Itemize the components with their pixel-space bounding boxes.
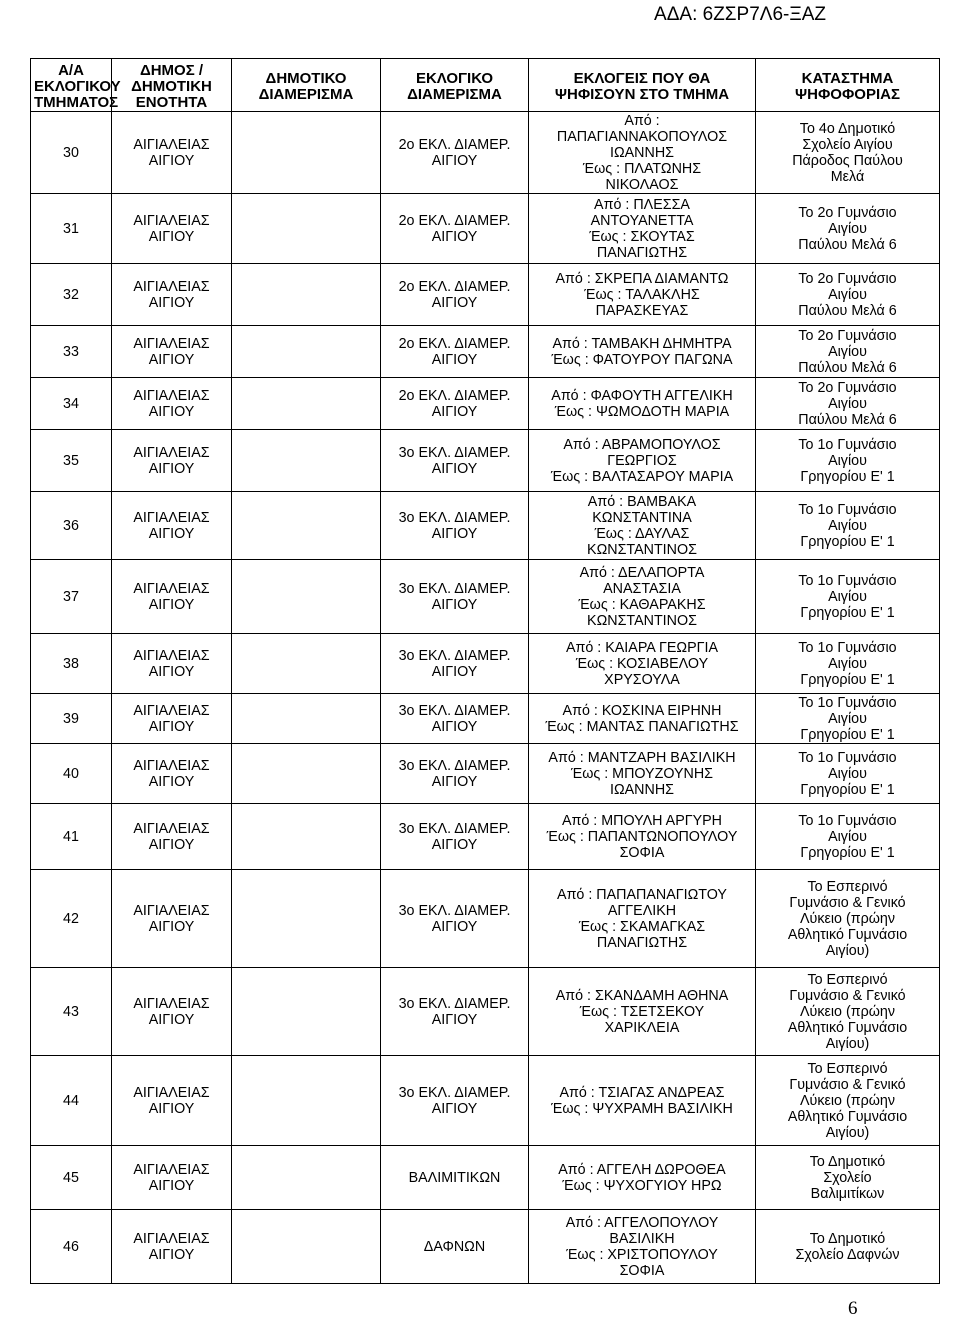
polling-stations-table (30, 58, 940, 1284)
municipal-district-cell (232, 804, 381, 870)
table-row (31, 804, 940, 870)
electoral-district-cell: 3ο ΕΚΛ. ΔΙΑΜΕΡ. ΑΙΓΙΟΥ (381, 634, 529, 694)
voters-range-cell: Από : ΒΑΜΒΑΚΑ ΚΩΝΣΤΑΝΤΙΝΑ Έως : ΔΑΥΛΑΣ ΚΩΝΣΤΑΝΤΙΝΟΣ (529, 492, 756, 560)
municipality-cell: ΑΙΓΙΑΛΕΙΑΣ ΑΙΓΙΟΥ (112, 870, 232, 968)
row-number-cell: 32 (31, 264, 112, 326)
electoral-district-cell: 3ο ΕΚΛ. ΔΙΑΜΕΡ. ΑΙΓΙΟΥ (381, 430, 529, 492)
municipal-district-cell (232, 492, 381, 560)
table-row (31, 1056, 940, 1146)
page-number: 6 (848, 1298, 858, 1319)
voters-range-cell: Από : ΦΑΦΟΥΤΗ ΑΓΓΕΛΙΚΗ Έως : ΨΩΜΟΔΟΤΗ ΜΑΡΙΑ (529, 378, 756, 430)
municipality-cell: ΑΙΓΙΑΛΕΙΑΣ ΑΙΓΙΟΥ (112, 804, 232, 870)
voters-range-cell: Από : ΣΚΡΕΠΑ ΔΙΑΜΑΝΤΩ Έως : ΤΑΛΑΚΛΗΣ ΠΑΡΑΣΚΕΥΑΣ (529, 264, 756, 326)
municipality-cell: ΑΙΓΙΑΛΕΙΑΣ ΑΙΓΙΟΥ (112, 430, 232, 492)
voters-range-cell: Από : ΜΠΟΥΛΗ ΑΡΓΥΡΗ Έως : ΠΑΠΑΝΤΩΝΟΠΟΥΛΟΥ ΣΟΦΙΑ (529, 804, 756, 870)
electoral-district-cell: 2ο ΕΚΛ. ΔΙΑΜΕΡ. ΑΙΓΙΟΥ (381, 194, 529, 264)
municipal-district-cell (232, 430, 381, 492)
header-dimos: ΔΗΜΟΣ / ΔΗΜΟΤΙΚΗ ΕΝΟΤΗΤΑ (112, 59, 232, 112)
table-row (31, 968, 940, 1056)
electoral-district-cell: 2ο ΕΚΛ. ΔΙΑΜΕΡ. ΑΙΓΙΟΥ (381, 264, 529, 326)
polling-station-cell: Το 1ο Γυμνάσιο Αιγίου Γρηγορίου Ε' 1 (756, 560, 940, 634)
electoral-district-cell: 3ο ΕΚΛ. ΔΙΑΜΕΡ. ΑΙΓΙΟΥ (381, 968, 529, 1056)
table-row (31, 112, 940, 194)
electoral-district-cell: ΒΑΛΙΜΙΤΙΚΩΝ (381, 1146, 529, 1210)
table-row (31, 634, 940, 694)
row-number-cell: 44 (31, 1056, 112, 1146)
polling-station-cell: Το Εσπερινό Γυμνάσιο & Γενικό Λύκειο (πρώην Αθλητικό Γυμνάσιο Αιγίου) (756, 968, 940, 1056)
row-number-cell: 31 (31, 194, 112, 264)
table-header-row (31, 59, 940, 112)
municipal-district-cell (232, 326, 381, 378)
row-number-cell: 43 (31, 968, 112, 1056)
voters-range-cell: Από : ΚΟΣΚΙΝΑ ΕΙΡΗΝΗ Έως : ΜΑΝΤΑΣ ΠΑΝΑΓΙΩΤΗΣ (529, 694, 756, 744)
table-body (31, 112, 940, 1284)
row-number-cell: 36 (31, 492, 112, 560)
row-number-cell: 33 (31, 326, 112, 378)
municipality-cell: ΑΙΓΙΑΛΕΙΑΣ ΑΙΓΙΟΥ (112, 264, 232, 326)
header-eklogiko: ΕΚΛΟΓΙΚΟ ΔΙΑΜΕΡΙΣΜΑ (381, 59, 529, 112)
polling-station-cell: Το 1ο Γυμνάσιο Αιγίου Γρηγορίου Ε' 1 (756, 744, 940, 804)
row-number-cell: 39 (31, 694, 112, 744)
polling-station-cell: Το 2ο Γυμνάσιο Αιγίου Παύλου Μελά 6 (756, 264, 940, 326)
table-row (31, 560, 940, 634)
municipality-cell: ΑΙΓΙΑΛΕΙΑΣ ΑΙΓΙΟΥ (112, 326, 232, 378)
row-number-cell: 41 (31, 804, 112, 870)
municipality-cell: ΑΙΓΙΑΛΕΙΑΣ ΑΙΓΙΟΥ (112, 492, 232, 560)
table-row (31, 694, 940, 744)
voters-range-cell: Από : ΤΣΙΑΓΑΣ ΑΝΔΡΕΑΣ Έως : ΨΥΧΡΑΜΗ ΒΑΣΙΛΙΚΗ (529, 1056, 756, 1146)
municipality-cell: ΑΙΓΙΑΛΕΙΑΣ ΑΙΓΙΟΥ (112, 560, 232, 634)
municipality-cell: ΑΙΓΙΑΛΕΙΑΣ ΑΙΓΙΟΥ (112, 744, 232, 804)
polling-station-cell: Το 2ο Γυμνάσιο Αιγίου Παύλου Μελά 6 (756, 378, 940, 430)
municipality-cell: ΑΙΓΙΑΛΕΙΑΣ ΑΙΓΙΟΥ (112, 1210, 232, 1284)
municipal-district-cell (232, 194, 381, 264)
table-row (31, 326, 940, 378)
municipal-district-cell (232, 378, 381, 430)
municipality-cell: ΑΙΓΙΑΛΕΙΑΣ ΑΙΓΙΟΥ (112, 194, 232, 264)
table-row (31, 1146, 940, 1210)
row-number-cell: 38 (31, 634, 112, 694)
voters-range-cell: Από : ΠΑΠΑΠΑΝΑΓΙΩΤΟΥ ΑΓΓΕΛΙΚΗ Έως : ΣΚΑΜΑΓΚΑΣ ΠΑΝΑΓΙΩΤΗΣ (529, 870, 756, 968)
voters-range-cell: Από : ΠΑΠΑΓΙΑΝΝΑΚΟΠΟΥΛΟΣ ΙΩΑΝΝΗΣ Έως : ΠΛΑΤΩΝΗΣ ΝΙΚΟΛΑΟΣ (529, 112, 756, 194)
polling-station-cell: Το Εσπερινό Γυμνάσιο & Γενικό Λύκειο (πρώην Αθλητικό Γυμνάσιο Αιγίου) (756, 1056, 940, 1146)
municipality-cell: ΑΙΓΙΑΛΕΙΑΣ ΑΙΓΙΟΥ (112, 968, 232, 1056)
voters-range-cell: Από : ΠΛΕΣΣΑ ΑΝΤΟΥΑΝΕΤΤΑ Έως : ΣΚΟΥΤΑΣ ΠΑΝΑΓΙΩΤΗΣ (529, 194, 756, 264)
row-number-cell: 34 (31, 378, 112, 430)
electoral-district-cell: 3ο ΕΚΛ. ΔΙΑΜΕΡ. ΑΙΓΙΟΥ (381, 560, 529, 634)
row-number-cell: 45 (31, 1146, 112, 1210)
electoral-district-cell: 3ο ΕΚΛ. ΔΙΑΜΕΡ. ΑΙΓΙΟΥ (381, 1056, 529, 1146)
voters-range-cell: Από : ΜΑΝΤΖΑΡΗ ΒΑΣΙΛΙΚΗ Έως : ΜΠΟΥΖΟΥΝΗΣ ΙΩΑΝΝΗΣ (529, 744, 756, 804)
municipal-district-cell (232, 870, 381, 968)
header-ekloges: ΕΚΛΟΓΕΙΣ ΠΟΥ ΘΑ ΨΗΦΙΣΟΥΝ ΣΤΟ ΤΜΗΜΑ (529, 59, 756, 112)
polling-station-cell: Το 2ο Γυμνάσιο Αιγίου Παύλου Μελά 6 (756, 194, 940, 264)
header-katastima: ΚΑΤΑΣΤΗΜΑ ΨΗΦΟΦΟΡΙΑΣ (756, 59, 940, 112)
table-row (31, 194, 940, 264)
voters-range-cell: Από : ΑΓΓΕΛΟΠΟΥΛΟΥ ΒΑΣΙΛΙΚΗ Έως : ΧΡΙΣΤΟΠΟΥΛΟΥ ΣΟΦΙΑ (529, 1210, 756, 1284)
electoral-district-cell: 3ο ΕΚΛ. ΔΙΑΜΕΡ. ΑΙΓΙΟΥ (381, 744, 529, 804)
voters-range-cell: Από : ΑΓΓΕΛΗ ΔΩΡΟΘΕΑ Έως : ΨΥΧΟΓΥΙΟΥ ΗΡΩ (529, 1146, 756, 1210)
voters-range-cell: Από : ΚΑΙΑΡΑ ΓΕΩΡΓΙΑ Έως : ΚΟΣΙΑΒΕΛΟΥ ΧΡΥΣΟΥΛΑ (529, 634, 756, 694)
table-row (31, 378, 940, 430)
polling-station-cell: Το Δημοτικό Σχολείο Δαφνών (756, 1210, 940, 1284)
municipality-cell: ΑΙΓΙΑΛΕΙΑΣ ΑΙΓΙΟΥ (112, 378, 232, 430)
electoral-district-cell: 3ο ΕΚΛ. ΔΙΑΜΕΡ. ΑΙΓΙΟΥ (381, 694, 529, 744)
municipal-district-cell (232, 968, 381, 1056)
polling-station-cell: Το 4ο Δημοτικό Σχολείο Αιγίου Πάροδος Παύλου Μελά (756, 112, 940, 194)
polling-station-cell: Το 1ο Γυμνάσιο Αιγίου Γρηγορίου Ε' 1 (756, 492, 940, 560)
municipality-cell: ΑΙΓΙΑΛΕΙΑΣ ΑΙΓΙΟΥ (112, 634, 232, 694)
voters-range-cell: Από : ΔΕΛΑΠΟΡΤΑ ΑΝΑΣΤΑΣΙΑ Έως : ΚΑΘΑΡΑΚΗΣ ΚΩΝΣΤΑΝΤΙΝΟΣ (529, 560, 756, 634)
polling-station-cell: Το Εσπερινό Γυμνάσιο & Γενικό Λύκειο (πρώην Αθλητικό Γυμνάσιο Αιγίου) (756, 870, 940, 968)
municipality-cell: ΑΙΓΙΑΛΕΙΑΣ ΑΙΓΙΟΥ (112, 1056, 232, 1146)
municipal-district-cell (232, 1056, 381, 1146)
electoral-district-cell: 2ο ΕΚΛ. ΔΙΑΜΕΡ. ΑΙΓΙΟΥ (381, 326, 529, 378)
row-number-cell: 35 (31, 430, 112, 492)
table-row (31, 492, 940, 560)
municipal-district-cell (232, 694, 381, 744)
municipal-district-cell (232, 264, 381, 326)
table-row (31, 430, 940, 492)
table-row (31, 744, 940, 804)
voters-range-cell: Από : ΣΚΑΝΔΑΜΗ ΑΘΗΝΑ Έως : ΤΣΕΤΣΕΚΟΥ ΧΑΡΙΚΛΕΙΑ (529, 968, 756, 1056)
municipal-district-cell (232, 634, 381, 694)
municipal-district-cell (232, 744, 381, 804)
municipal-district-cell (232, 1210, 381, 1284)
electoral-district-cell: 3ο ΕΚΛ. ΔΙΑΜΕΡ. ΑΙΓΙΟΥ (381, 870, 529, 968)
municipal-district-cell (232, 112, 381, 194)
voters-range-cell: Από : ΑΒΡΑΜΟΠΟΥΛΟΣ ΓΕΩΡΓΙΟΣ Έως : ΒΑΛΤΑΣΑΡΟΥ ΜΑΡΙΑ (529, 430, 756, 492)
table-row (31, 1210, 940, 1284)
row-number-cell: 40 (31, 744, 112, 804)
header-dimotiko: ΔΗΜΟΤΙΚΟ ΔΙΑΜΕΡΙΣΜΑ (232, 59, 381, 112)
electoral-district-cell: 3ο ΕΚΛ. ΔΙΑΜΕΡ. ΑΙΓΙΟΥ (381, 492, 529, 560)
electoral-district-cell: 2ο ΕΚΛ. ΔΙΑΜΕΡ. ΑΙΓΙΟΥ (381, 112, 529, 194)
polling-station-cell: Το 1ο Γυμνάσιο Αιγίου Γρηγορίου Ε' 1 (756, 430, 940, 492)
polling-station-cell: Το Δημοτικό Σχολείο Βαλιμιτίκων (756, 1146, 940, 1210)
row-number-cell: 37 (31, 560, 112, 634)
document-ada-id: ΑΔΑ: 6ΖΣΡ7Λ6-ΞΑΖ (654, 4, 826, 25)
table-row (31, 870, 940, 968)
header-aa: Α/Α ΕΚΛΟΓΙΚΟΥ ΤΜΗΜΑΤΟΣ (31, 59, 112, 112)
electoral-district-cell: 3ο ΕΚΛ. ΔΙΑΜΕΡ. ΑΙΓΙΟΥ (381, 804, 529, 870)
electoral-district-cell: 2ο ΕΚΛ. ΔΙΑΜΕΡ. ΑΙΓΙΟΥ (381, 378, 529, 430)
municipality-cell: ΑΙΓΙΑΛΕΙΑΣ ΑΙΓΙΟΥ (112, 694, 232, 744)
voters-range-cell: Από : ΤΑΜΒΑΚΗ ΔΗΜΗΤΡΑ Έως : ΦΑΤΟΥΡΟΥ ΠΑΓΩΝΑ (529, 326, 756, 378)
table-row (31, 264, 940, 326)
municipality-cell: ΑΙΓΙΑΛΕΙΑΣ ΑΙΓΙΟΥ (112, 1146, 232, 1210)
polling-station-cell: Το 1ο Γυμνάσιο Αιγίου Γρηγορίου Ε' 1 (756, 694, 940, 744)
row-number-cell: 42 (31, 870, 112, 968)
electoral-district-cell: ΔΑΦΝΩΝ (381, 1210, 529, 1284)
municipality-cell: ΑΙΓΙΑΛΕΙΑΣ ΑΙΓΙΟΥ (112, 112, 232, 194)
row-number-cell: 30 (31, 112, 112, 194)
polling-station-cell: Το 1ο Γυμνάσιο Αιγίου Γρηγορίου Ε' 1 (756, 804, 940, 870)
polling-station-cell: Το 1ο Γυμνάσιο Αιγίου Γρηγορίου Ε' 1 (756, 634, 940, 694)
municipal-district-cell (232, 1146, 381, 1210)
row-number-cell: 46 (31, 1210, 112, 1284)
polling-station-cell: Το 2ο Γυμνάσιο Αιγίου Παύλου Μελά 6 (756, 326, 940, 378)
municipal-district-cell (232, 560, 381, 634)
